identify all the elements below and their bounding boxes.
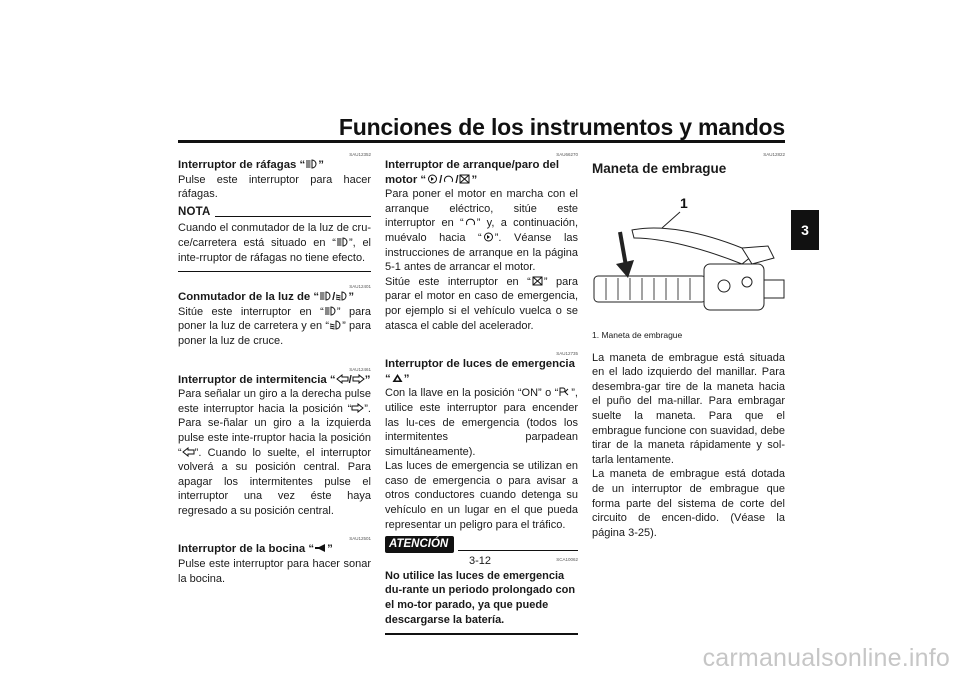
- warning-end-rule: [385, 633, 578, 635]
- section-text: Con la llave en la posición “ON” o “ ”, utilice este interruptor para encender las lu-ces de emergencia (todos los intermitentes parpadean simultáneamente).: [385, 387, 578, 458]
- warning-code: SCA10062: [556, 556, 578, 562]
- section-text: Las luces de emergencia se utilizan en caso de emergencia o para avisar a otros conductores cuando detenga su vehículo en un lugar en el que pueda representar un peligro para el tráfico.: [385, 460, 578, 531]
- section-text: Pulse este interruptor para hacer ráfagas.: [178, 173, 371, 201]
- section-title-dimmer: Conmutador de la luz de “ / ”: [178, 291, 355, 304]
- section-text: Para señalar un giro a la derecha pulse este interruptor hacia la posición “ ”. Para se-ñalar un giro a la izquierda pulse este inte-rruptor hacia la posición “ ”. Cuando lo suelte, el interruptor volverá a su posición central. Para apagar los intermitentes pulse el interruptor una vez éste haya regresado a su posición central.: [178, 388, 371, 517]
- note-text: Cuando el conmutador de la luz de cru-ce/carretera está situado en “ ”, el inte-rruptor de ráfagas no tiene efecto.: [178, 222, 372, 264]
- warning-rule: [458, 550, 578, 551]
- section-text: Para poner el motor en marcha con el arranque eléctrico, sitúe este interruptor en “ ” y, a continuación, muévalo hacia “ ”. Véanse las instrucciones de arranque en la página 5-1 antes de arrancar el motor.: [385, 188, 579, 274]
- section-code: SAU12735: [556, 351, 578, 357]
- section-code: SAU12461: [349, 366, 371, 372]
- warning-label: ATENCIÓN: [385, 536, 454, 553]
- low-beam-icon: [329, 320, 342, 330]
- header-title: Funciones de los instrumentos y mandos: [338, 114, 785, 140]
- high-beam-icon: [324, 306, 337, 316]
- column-left: [178, 152, 371, 586]
- chapter-tab: 3: [791, 210, 819, 250]
- high-beam-icon: [319, 291, 332, 301]
- column-right: [592, 152, 785, 540]
- watermark-link[interactable]: carmanualsonline.info: [702, 644, 950, 672]
- section-code: SAU12501: [349, 536, 371, 542]
- run-icon: [464, 217, 477, 227]
- parking-icon: [558, 387, 571, 397]
- section-title-passing: Interruptor de ráfagas “ ”: [178, 159, 324, 171]
- hazard-icon: [391, 373, 404, 383]
- section-title-start-stop: Interruptor de arranque/paro del motor “ / / ”: [385, 159, 560, 186]
- section-code: SAU12822: [763, 152, 785, 157]
- section-code: SAU66270: [556, 152, 578, 157]
- engine-stop-icon: [458, 174, 471, 184]
- section-text: La maneta de embrague está situada en el lado izquierdo del manillar. Para desembra-gar tire de la maneta hacia el puño del ma-nillar. Para embragar suelte la maneta. Para que el embrague funcione con suavidad, debe tirar de la maneta rápidamente y sol-tarla lentamente.: [592, 351, 785, 466]
- section-text: Pulse este interruptor para hacer sonar la bocina.: [178, 558, 371, 585]
- turn-right-icon: [352, 374, 365, 384]
- high-beam-icon: [336, 237, 349, 247]
- warning-text: No utilice las luces de emergencia du-rante un periodo prolongado con el mo-tor parado, ya que puede descargarse la batería.: [385, 569, 576, 626]
- section-title-clutch: Maneta de embrague: [592, 161, 727, 176]
- note-rule: [215, 216, 371, 217]
- section-text: Sitúe este interruptor en “ ” para parar el motor en caso de emergencia, por ejemplo si el vehículo vuelca o se atasca el cable del acelerador.: [385, 275, 578, 332]
- warning-header: [385, 536, 578, 553]
- section-code: SAU12401: [349, 284, 371, 290]
- engine-stop-icon: [531, 276, 544, 286]
- section-text: La maneta de embrague está dotada de un interruptor de embrague que forma parte del sistema de corte del circuito de encen-dido. (Véase la página 3-25).: [592, 468, 785, 539]
- section-title-turn-signal: Interruptor de intermitencia “ / ”: [178, 373, 371, 386]
- note-label: NOTA: [178, 205, 211, 218]
- note-end-rule: [178, 271, 371, 272]
- turn-left-icon: [336, 374, 349, 384]
- horn-icon: [314, 543, 327, 553]
- page-number: 3-12: [468, 555, 492, 567]
- note-header: [178, 205, 371, 220]
- section-title-horn: Interruptor de la bocina “ ”: [178, 543, 333, 556]
- figure-callout: 1: [680, 195, 688, 211]
- run-icon: [442, 174, 455, 184]
- section-code: SAU12352: [349, 152, 371, 157]
- start-icon: [482, 232, 495, 242]
- header-rule: [178, 140, 785, 143]
- section-title-hazard: Interruptor de luces de emergencia “ ”: [385, 358, 575, 385]
- clutch-lever-figure: [592, 186, 785, 326]
- turn-left-icon: [182, 447, 195, 457]
- section-text: Sitúe este interruptor en “ ” para poner la luz de carretera y en “ ” para poner la luz de cruce.: [178, 305, 371, 347]
- figure-caption: 1. Maneta de embrague: [592, 330, 683, 340]
- start-icon: [426, 174, 439, 184]
- low-beam-icon: [335, 291, 348, 301]
- turn-right-icon: [351, 403, 364, 413]
- high-beam-icon: [305, 159, 318, 169]
